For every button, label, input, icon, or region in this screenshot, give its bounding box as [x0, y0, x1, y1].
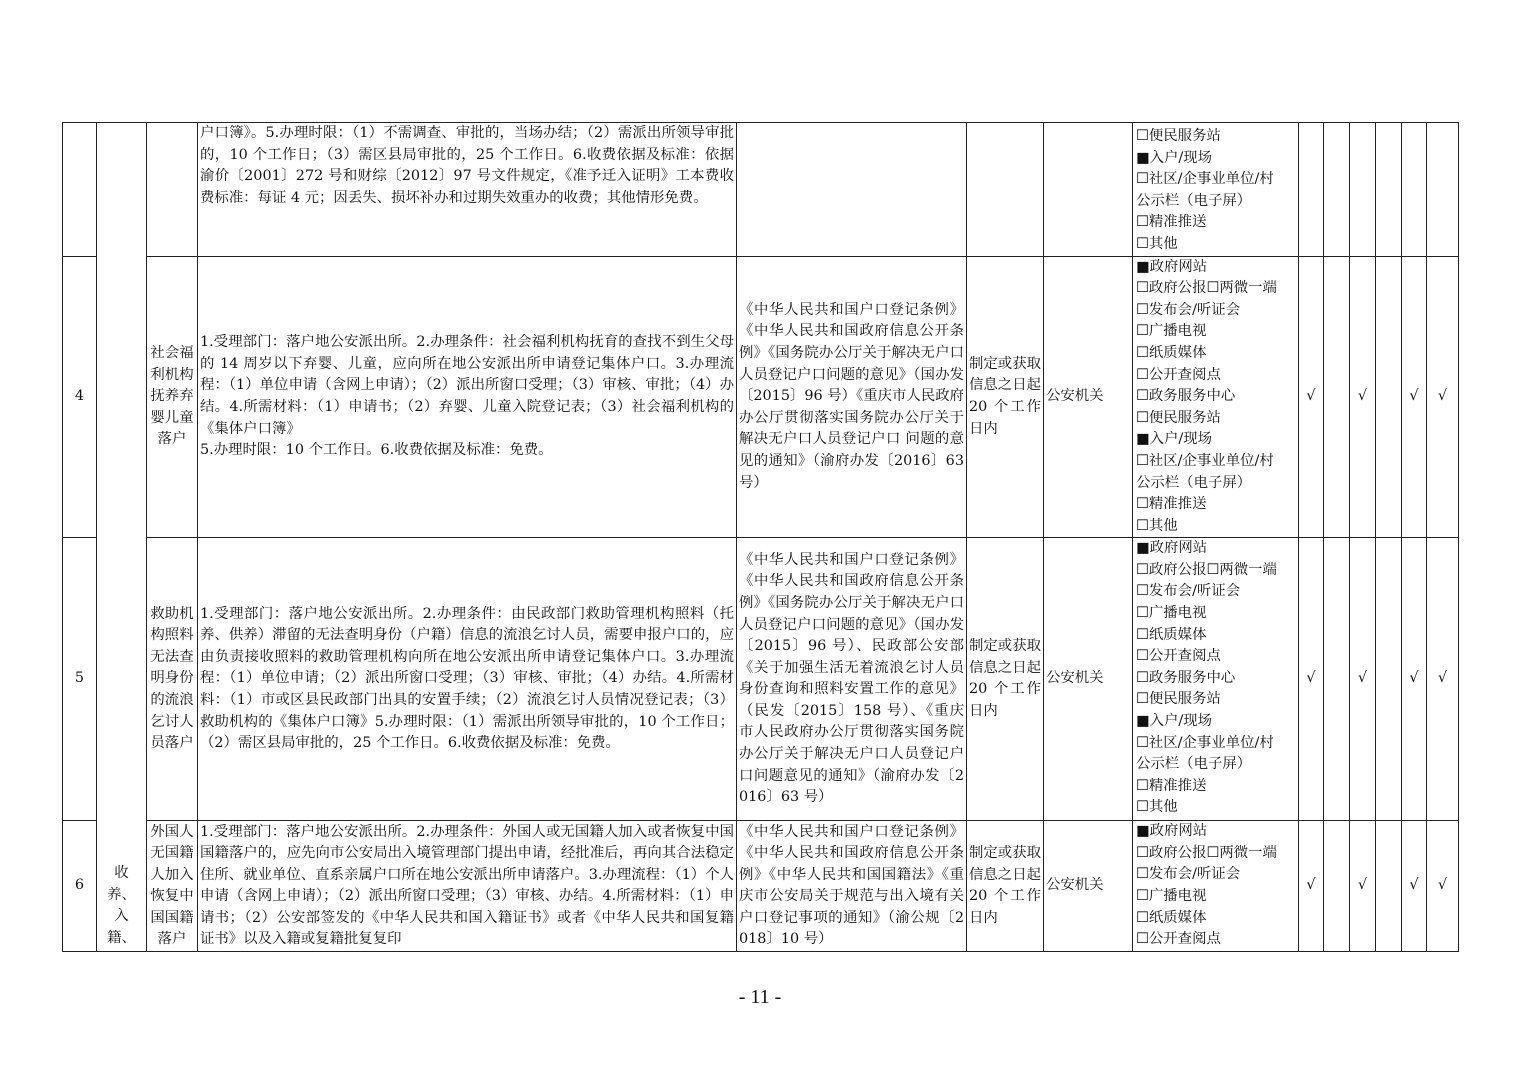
mark-cell [1376, 256, 1402, 538]
channel-item: ■入户/现场 [1136, 713, 1213, 730]
mark-cell [1376, 821, 1402, 952]
channel-item: ☐发布会/听证会 [1136, 301, 1241, 318]
channel-item: ☐其他 [1136, 235, 1178, 252]
mark-cell: √ [1427, 538, 1459, 821]
channel-list [1133, 821, 1299, 952]
item-name: 救助机构照料无法查明身份的流浪乞讨人员落户 [147, 538, 198, 821]
category-cell [97, 123, 147, 952]
channel-list [1133, 256, 1299, 538]
channel-item: ☐公开查阅点 [1136, 648, 1221, 665]
channel-item: ☐社区/企事业单位/村 [1136, 452, 1274, 469]
mark-cell: √ [1350, 821, 1376, 952]
disclosure-subject: 公安机关 [1044, 821, 1133, 952]
channel-item: 公示栏（电子屏） [1136, 192, 1252, 209]
channel-item: ☐政务服务中心 [1136, 388, 1236, 405]
channel-item: 公示栏（电子屏） [1136, 756, 1252, 773]
mark-cell [1376, 538, 1402, 821]
time-limit [967, 123, 1044, 257]
item-description: 户口簿》。5.办理时限：（1）不需调查、审批的，当场办结；（2）需派出所领导审批的，10 个工作日；（3）需区县局审批的，25 个工作日。6.收费依据及标准：依据渝价〔2001〕272 号和财综〔2012〕97 号文件规定，《准予迁入证明》工本费收费标准：每证 4 元；因丢失、损坏补办和过期失效重办的收费；其他情形免费。 [198, 123, 737, 257]
channel-item: ☐政府公报☐两微一端 [1136, 280, 1277, 297]
mark-cell: √ [1299, 821, 1324, 952]
disclosure-subject: 公安机关 [1044, 256, 1133, 538]
channel-item: ■入户/现场 [1136, 149, 1213, 166]
legal-basis [737, 123, 967, 257]
channel-item: ■政府网站 [1136, 258, 1208, 275]
channel-item: ☐便民服务站 [1136, 128, 1221, 144]
mark-cell [1402, 123, 1427, 257]
channel-item: ☐广播电视 [1136, 605, 1207, 622]
row-number: 6 [63, 821, 97, 952]
channel-item: ☐精准推送 [1136, 496, 1207, 513]
table-row [63, 821, 1459, 952]
mark-cell [1427, 123, 1459, 257]
mark-cell: √ [1402, 256, 1427, 538]
row-number: 4 [63, 256, 97, 538]
channel-item: ☐政府公报☐两微一端 [1136, 561, 1277, 578]
disclosure-subject [1044, 123, 1133, 257]
channel-list [1133, 538, 1299, 821]
disclosure-table [62, 122, 1459, 950]
mark-cell: √ [1299, 538, 1324, 821]
channel-item: ☐纸质媒体 [1136, 909, 1207, 926]
mark-cell: √ [1402, 538, 1427, 821]
channel-item: ☐纸质媒体 [1136, 344, 1207, 361]
channel-item: ■入户/现场 [1136, 431, 1213, 448]
mark-cell [1324, 821, 1350, 952]
time-limit: 制定或获取信息之日起 20 个工作日内 [967, 538, 1044, 821]
disclosure-subject: 公安机关 [1044, 538, 1133, 821]
table-row [63, 538, 1459, 821]
item-name [147, 123, 198, 257]
mark-cell [1299, 123, 1324, 257]
mark-cell: √ [1350, 538, 1376, 821]
channel-item: ☐纸质媒体 [1136, 626, 1207, 643]
item-name: 外国人无国籍人加入恢复中国国籍落户 [147, 821, 198, 952]
channel-item: ☐政务服务中心 [1136, 669, 1236, 686]
legal-basis: 《中华人民共和国户口登记条例》《中华人民共和国政府信息公开条例》《国务院办公厅关于解决无户口人员登记户口问题的意见》（国办发〔2015〕96 号）《重庆市人民政府办公厅贯彻落实国务院办公厅关于解决无户口人员登记户口 问题的意见的通知》（渝府办发〔2016〕63 号） [737, 256, 967, 538]
channel-item: ☐广播电视 [1136, 888, 1207, 905]
time-limit: 制定或获取信息之日起 20 个工作日内 [967, 821, 1044, 952]
channel-item: ☐发布会/听证会 [1136, 583, 1241, 600]
row-number [63, 123, 97, 257]
channel-item: ☐政府公报☐两微一端 [1136, 844, 1277, 861]
legal-basis: 《中华人民共和国户口登记条例》《中华人民共和国政府信息公开条例》《中华人民共和国国籍法》《重庆市公安局关于规范与出入境有关户口登记事项的通知》（渝公规〔2018〕10 号） [737, 821, 967, 952]
channel-item: ■政府网站 [1136, 540, 1208, 557]
mark-cell [1350, 123, 1376, 257]
channel-item: ■政府网站 [1136, 823, 1208, 840]
channel-item: ☐公开查阅点 [1136, 366, 1221, 383]
channel-item: ☐公开查阅点 [1136, 931, 1221, 948]
mark-cell [1324, 256, 1350, 538]
description-part: 1.受理部门：落户地公安派出所。2.办理条件：社会福利机构抚育的查找不到生父母的 14 周岁以下弃婴、儿童，应向所在地公安派出所申请登记集体户口。3.办理流程：（1）单位申请（含网上申请）；（2）派出所窗口受理；（3）审核、审批；（4）办结。4.所需材料：（1）申请书；（2）弃婴、儿童入院登记表；（3）社会福利机构的《集体户口簿》 [200, 334, 734, 437]
mark-cell: √ [1350, 256, 1376, 538]
channel-item: ☐其他 [1136, 517, 1178, 534]
item-description: 1.受理部门：落户地公安派出所。2.办理条件：由民政部门救助管理机构照料（托养、供养）滞留的无法查明身份（户籍）信息的流浪乞讨人员，需要申报户口的，应由负责接收照料的救助管理机构向所在地公安派出所申请登记集体户口。3.办理流程：（1）单位申请；（2）派出所窗口受理；（3）审核、审批；（4）办结。4.所需材料：（1）市或区县民政部门出具的安置手续；（2）流浪乞讨人员情况登记表；（3）救助机构的《集体户口簿》5.办理时限：（1）需派出所领导审批的，10 个工作日；（2）需区县局审批的，25 个工作日。6.收费依据及标准：免费。 [198, 538, 737, 821]
mark-cell: √ [1427, 256, 1459, 538]
legal-basis: 《中华人民共和国户口登记条例》《中华人民共和国政府信息公开条例》《国务院办公厅关于解决无户口人员登记户口问题的意见》（国办发〔2015〕96 号）、民政部公安部《关于加强生活无着流浪乞讨人员身份查询和照料安置工作的意见》（民发〔2015〕158 号）、《重庆市人民政府办公厅贯彻落实国务院办公厅关于解决无户口人员登记户口问题意见的通知》（渝府办发〔2016〕63 号） [737, 538, 967, 821]
mark-cell [1376, 123, 1402, 257]
channel-item: ☐精准推送 [1136, 214, 1207, 231]
description-part: 5.办理时限：10 个工作日。6.收费依据及标准：免费。 [200, 442, 553, 459]
channel-item: ☐广播电视 [1136, 323, 1207, 340]
category-label: 收养、入籍、 [107, 864, 136, 946]
channel-item: ☐发布会/听证会 [1136, 866, 1241, 883]
channel-item: ☐社区/企事业单位/村 [1136, 171, 1274, 188]
mark-cell: √ [1427, 821, 1459, 952]
page-number: - 11 - [738, 986, 782, 1008]
row-number: 5 [63, 538, 97, 821]
table-row [63, 256, 1459, 538]
mark-cell: √ [1299, 256, 1324, 538]
mark-cell [1324, 538, 1350, 821]
channel-item: ☐精准推送 [1136, 777, 1207, 794]
channel-item: ☐社区/企事业单位/村 [1136, 734, 1274, 751]
time-limit: 制定或获取信息之日起 20 个工作日内 [967, 256, 1044, 538]
channel-item: ☐便民服务站 [1136, 409, 1221, 426]
channel-item: 公示栏（电子屏） [1136, 474, 1252, 491]
item-description [198, 256, 737, 538]
table-row [63, 123, 1459, 257]
channel-list [1133, 123, 1299, 257]
item-name: 社会福利机构抚养弃婴儿童落户 [147, 256, 198, 538]
mark-cell [1324, 123, 1350, 257]
channel-item: ☐便民服务站 [1136, 691, 1221, 708]
item-description: 1.受理部门：落户地公安派出所。2.办理条件：外国人或无国籍人加入或者恢复中国国籍落户的，应先向市公安局出入境管理部门提出申请，经批准后，再向其合法稳定住所、就业单位、直系亲属户口所在地公安派出所申请落户。3.办理流程：（1）个人申请（含网上申请）；（2）派出所窗口受理；（3）审核、办结。4.所需材料：（1）申请书；（2）公安部签发的《中华人民共和国入籍证书》或者《中华人民共和国复籍证书》以及入籍或复籍批复复印 [198, 821, 737, 952]
mark-cell: √ [1402, 821, 1427, 952]
channel-item: ☐其他 [1136, 799, 1178, 816]
